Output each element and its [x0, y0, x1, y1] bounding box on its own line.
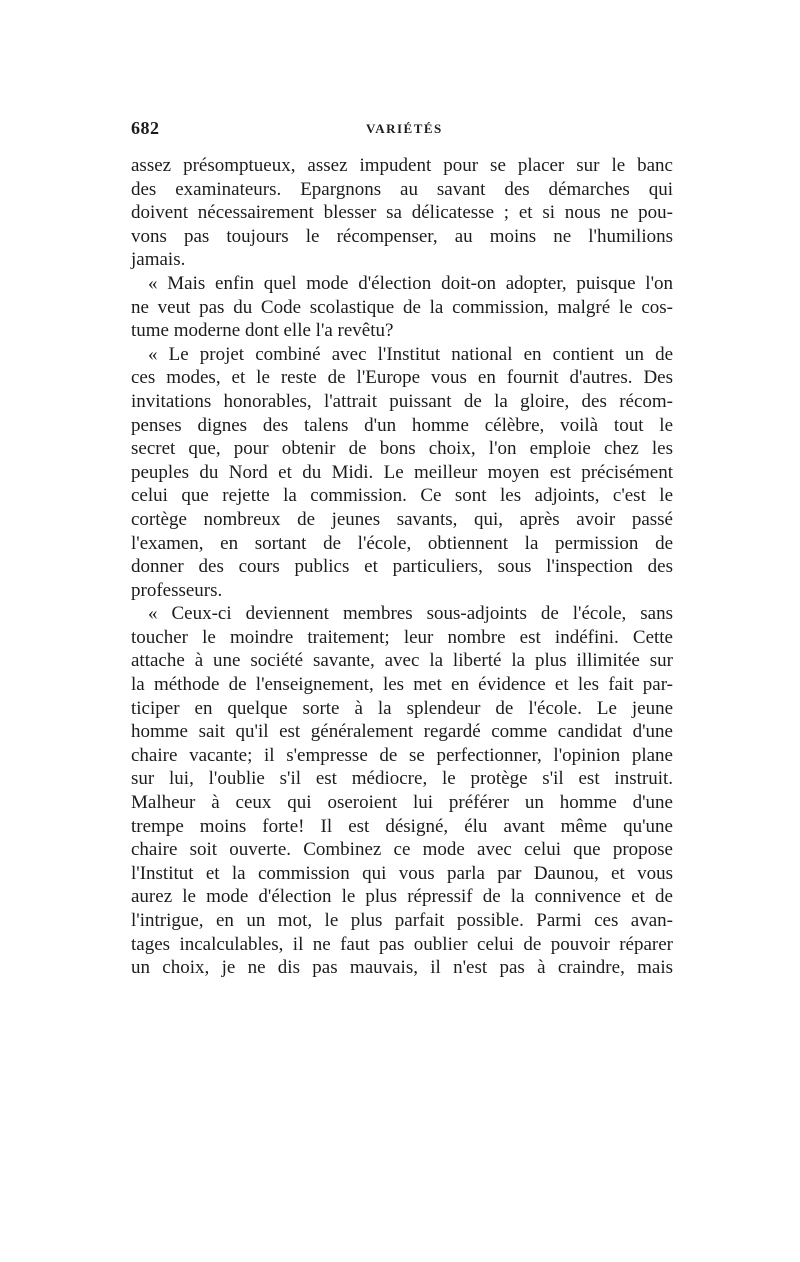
- text-line: chaire vacante; il s'empresse de se perfectionner, l'opinion plane: [131, 744, 673, 766]
- text-line: homme sait qu'il est généralement regardé comme candidat d'une: [131, 721, 673, 743]
- text-line: l'examen, en sortant de l'école, obtiennent la permission de: [131, 532, 673, 554]
- text-line: l'Institut et la commission qui vous parla par Daunou, et vous: [131, 862, 673, 884]
- text-line: assez présomptueux, assez impudent pour se placer sur le banc: [131, 155, 673, 176]
- text-line: attache à une société savante, avec la liberté la plus illimitée sur: [131, 650, 673, 672]
- text-line: « Le projet combiné avec l'Institut national en contient un de: [148, 343, 673, 365]
- text-line: « Ceux-ci deviennent membres sous-adjoints de l'école, sans: [148, 603, 673, 625]
- text-line: des examinateurs. Epargnons au savant des démarches qui: [131, 178, 673, 200]
- text-line: celui que rejette la commission. Ce sont les adjoints, c'est le: [131, 485, 673, 507]
- text-line: la méthode de l'enseignement, les met en évidence et les fait par-: [131, 674, 673, 696]
- text-line: vons pas toujours le récompenser, au moins ne l'humilions: [131, 225, 673, 247]
- page-number: 682: [131, 118, 160, 138]
- text-line: doivent nécessairement blesser sa délicatesse ; et si nous ne pou-: [131, 202, 673, 224]
- text-line: ne veut pas du Code scolastique de la commission, malgré le cos-: [131, 296, 673, 318]
- text-line: peuples du Nord et du Midi. Le meilleur moyen est précisément: [131, 461, 673, 483]
- text-line: donner des cours publics et particuliers, sous l'inspection des: [131, 556, 673, 578]
- text-line: Malheur à ceux qui oseroient lui préférer un homme d'une: [131, 792, 673, 814]
- text-line: ces modes, et le reste de l'Europe vous en fournit d'autres. Des: [131, 367, 673, 389]
- text-line: un choix, je ne dis pas mauvais, il n'est pas à craindre, mais: [131, 957, 673, 979]
- text-line: l'intrigue, en un mot, le plus parfait possible. Parmi ces avan-: [131, 910, 673, 931]
- text-line: invitations honorables, l'attrait puissant de la gloire, des récom-: [131, 390, 673, 412]
- text-line: ticiper en quelque sorte à la splendeur de l'école. Le jeune: [131, 697, 673, 719]
- body-text: [131, 154, 673, 980]
- text-line: toucher le moindre traitement; leur nombre est indéfini. Cette: [131, 626, 673, 648]
- text-line: professeurs.: [131, 579, 223, 601]
- text-line: sur lui, l'oublie s'il est médiocre, le protège s'il est instruit.: [131, 768, 673, 790]
- text-line: secret que, pour obtenir de bons choix, l'on emploie chez les: [131, 438, 673, 460]
- text-line: penses dignes des talens d'un homme célèbre, voilà tout le: [131, 414, 673, 436]
- text-line: cortège nombreux de jeunes savants, qui, après avoir passé: [131, 508, 673, 530]
- text-line: tume moderne dont elle l'a revêtu?: [131, 320, 394, 342]
- text-line: aurez le mode d'élection le plus répressif de la connivence et de: [131, 886, 673, 908]
- text-line: jamais.: [131, 249, 186, 271]
- running-title: VARIÉTÉS: [366, 121, 443, 136]
- text-line: chaire soit ouverte. Combinez ce mode avec celui que propose: [131, 839, 673, 861]
- text-line: tages incalculables, il ne faut pas oublier celui de pouvoir réparer: [131, 933, 673, 955]
- text-line: « Mais enfin quel mode d'élection doit-on adopter, puisque l'on: [148, 272, 673, 294]
- text-line: trempe moins forte! Il est désigné, élu avant même qu'une: [131, 815, 673, 837]
